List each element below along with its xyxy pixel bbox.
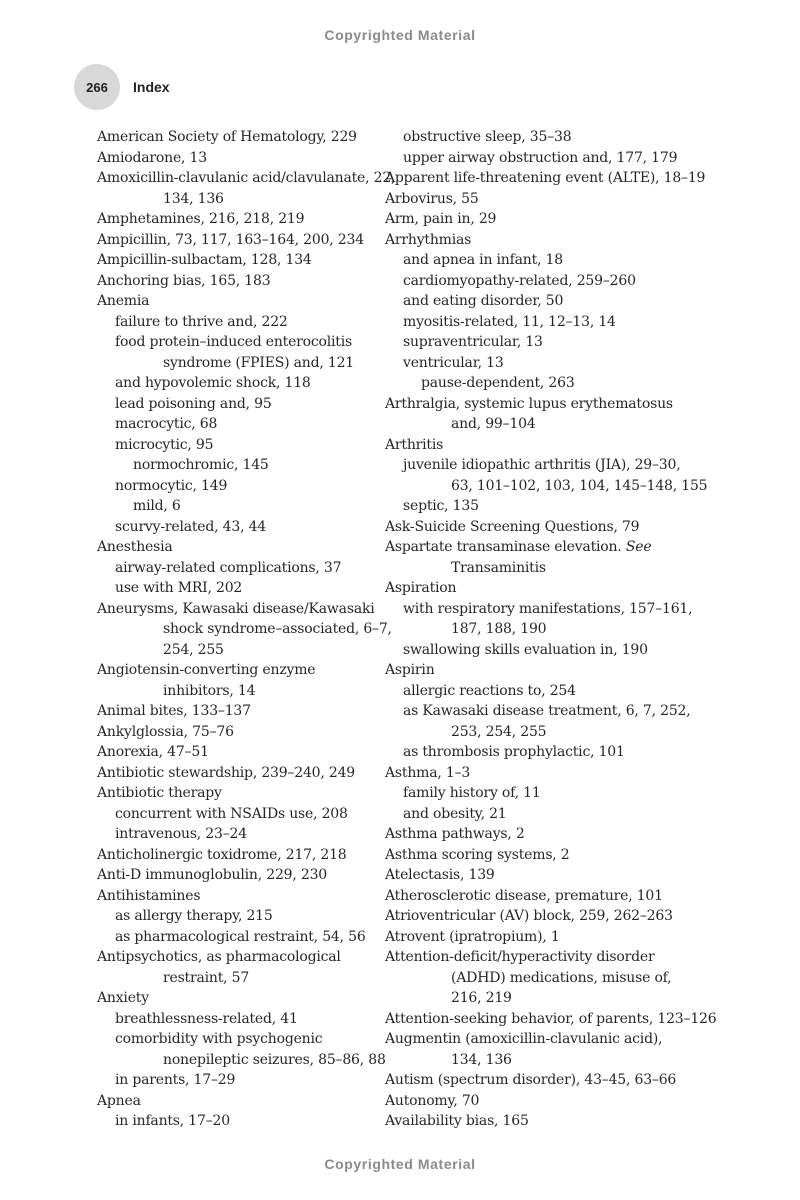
index-line: Ankylglossia, 75–76: [97, 723, 234, 740]
index-line: Aneurysms, Kawasaki disease/Kawasaki: [97, 600, 375, 617]
index-line: Aspiration: [385, 580, 457, 596]
index-line: Anchoring bias, 165, 183: [97, 272, 271, 289]
index-line: and eating disorder, 50: [403, 293, 564, 309]
index-line: as Kawasaki disease treatment, 6, 7, 252,: [403, 703, 691, 719]
index-line: inhibitors, 14: [163, 682, 256, 699]
copyright-banner-bottom: Copyrighted Material: [324, 1156, 476, 1172]
index-line: as pharmacological restraint, 54, 56: [115, 928, 366, 945]
index-line: Aspartate transaminase elevation. See: [385, 539, 652, 555]
index-line: Ask-Suicide Screening Questions, 79: [385, 518, 640, 535]
index-line: Ampicillin, 73, 117, 163–164, 200, 234: [97, 231, 364, 248]
index-line: Arrhythmias: [385, 231, 472, 248]
index-line: Attention-deficit/hyperactivity disorder: [385, 949, 655, 965]
index-line: 253, 254, 255: [451, 723, 547, 740]
index-line: (ADHD) medications, misuse of,: [451, 969, 672, 986]
index-line: Angiotensin-converting enzyme: [97, 662, 316, 678]
index-line: 134, 136: [451, 1051, 512, 1068]
index-line: allergic reactions to, 254: [403, 682, 576, 699]
index-line: breathlessness-related, 41: [115, 1010, 298, 1027]
index-line: Anxiety: [97, 990, 149, 1006]
index-line: lead poisoning and, 95: [115, 395, 272, 412]
index-line: Atrovent (ipratropium), 1: [385, 928, 560, 945]
index-line: Anti-D immunoglobulin, 229, 230: [97, 867, 327, 883]
index-line: cardiomyopathy-related, 259–260: [403, 272, 636, 289]
index-line: normochromic, 145: [133, 457, 269, 473]
index-line: supraventricular, 13: [403, 334, 543, 350]
index-line: restraint, 57: [163, 969, 250, 986]
index-line: Arbovirus, 55: [385, 190, 479, 207]
index-line: and hypovolemic shock, 118: [115, 375, 311, 391]
index-line: in parents, 17–29: [115, 1072, 236, 1088]
index-line: myositis-related, 11, 12–13, 14: [403, 313, 616, 330]
index-line: Amphetamines, 216, 218, 219: [97, 211, 305, 227]
index-line: Amiodarone, 13: [97, 149, 207, 166]
index-line: Antipsychotics, as pharmacological: [97, 949, 341, 965]
index-line: Apparent life-threatening event (ALTE), 18–19: [385, 170, 706, 186]
cross-reference-see: See: [625, 539, 652, 555]
index-line: in infants, 17–20: [115, 1113, 230, 1129]
index-line: Anorexia, 47–51: [97, 744, 209, 760]
index-line: food protein–induced enterocolitis: [115, 334, 352, 350]
index-line: Amoxicillin-clavulanic acid/clavulanate, 22,: [97, 170, 396, 186]
index-line: obstructive sleep, 35–38: [403, 129, 572, 145]
index-line: Asthma scoring systems, 2: [385, 846, 570, 863]
index-line: Antihistamines: [97, 887, 201, 904]
index-line: swallowing skills evaluation in, 190: [403, 641, 648, 658]
index-line: mild, 6: [133, 498, 181, 514]
index-line: Apnea: [97, 1092, 141, 1109]
index-line: Arthralgia, systemic lupus erythematosus: [385, 395, 673, 412]
index-line: Autonomy, 70: [385, 1092, 480, 1109]
index-line: Anticholinergic toxidrome, 217, 218: [97, 846, 347, 863]
index-line: airway-related complications, 37: [115, 559, 342, 576]
index-line: Antibiotic therapy: [97, 785, 222, 801]
index-line: Transaminitis: [451, 559, 546, 576]
index-line: as thrombosis prophylactic, 101: [403, 744, 625, 760]
index-line: Anemia: [97, 293, 150, 309]
page-number: 266: [86, 79, 108, 95]
index-line: 216, 219: [451, 990, 512, 1006]
index-line: juvenile idiopathic arthritis (JIA), 29–30,: [403, 457, 681, 473]
index-line: septic, 135: [403, 498, 479, 514]
index-line: Availability bias, 165: [385, 1113, 529, 1129]
index-line: Asthma pathways, 2: [385, 826, 525, 842]
index-line: 254, 255: [163, 641, 224, 658]
index-line: failure to thrive and, 222: [115, 313, 288, 330]
index-line: upper airway obstruction and, 177, 179: [403, 149, 678, 166]
index-line: Arthritis: [385, 436, 444, 453]
index-line: normocytic, 149: [115, 477, 228, 494]
index-line: 63, 101–102, 103, 104, 145–148, 155: [451, 477, 708, 494]
index-line: Atrioventricular (AV) block, 259, 262–263: [385, 908, 673, 924]
section-title: Index: [133, 79, 170, 95]
index-line: pause-dependent, 263: [421, 375, 575, 391]
index-line: Asthma, 1–3: [385, 764, 471, 781]
index-line: Antibiotic stewardship, 239–240, 249: [97, 764, 355, 781]
index-line: Augmentin (amoxicillin-clavulanic acid),: [385, 1031, 663, 1047]
index-line: syndrome (FPIES) and, 121: [163, 354, 355, 371]
index-line: and apnea in infant, 18: [403, 252, 563, 268]
index-line: Anesthesia: [97, 539, 173, 555]
index-line: Autism (spectrum disorder), 43–45, 63–66: [385, 1072, 677, 1088]
index-line: intravenous, 23–24: [115, 826, 247, 842]
index-line: comorbidity with psychogenic: [115, 1031, 323, 1047]
index-column-left: [97, 127, 396, 1132]
index-line: microcytic, 95: [115, 436, 214, 453]
index-line: Attention-seeking behavior, of parents, 123–126: [385, 1010, 717, 1027]
index-column-right: [385, 127, 717, 1132]
index-line: concurrent with NSAIDs use, 208: [115, 805, 348, 822]
index-line: scurvy-related, 43, 44: [115, 518, 266, 535]
index-line: Animal bites, 133–137: [97, 703, 251, 719]
index-line: 187, 188, 190: [451, 621, 547, 637]
index-line: Atherosclerotic disease, premature, 101: [385, 887, 663, 904]
index-line: nonepileptic seizures, 85–86, 88: [163, 1051, 386, 1068]
index-line: and obesity, 21: [403, 805, 507, 822]
index-line: Arm, pain in, 29: [385, 211, 497, 227]
index-line: Aspirin: [385, 662, 435, 678]
index-line: use with MRI, 202: [115, 580, 243, 596]
index-line: with respiratory manifestations, 157–161,: [403, 600, 693, 617]
index-line: and, 99–104: [451, 416, 536, 432]
page-number-badge: [74, 64, 120, 110]
index-line: American Society of Hematology, 229: [97, 129, 357, 145]
index-line: family history of, 11: [403, 785, 541, 801]
index-line: ventricular, 13: [403, 354, 504, 371]
index-line: 134, 136: [163, 190, 224, 207]
index-line: as allergy therapy, 215: [115, 908, 273, 924]
index-line: macrocytic, 68: [115, 416, 218, 432]
index-line: Atelectasis, 139: [385, 867, 495, 883]
index-line: Ampicillin-sulbactam, 128, 134: [97, 252, 312, 268]
copyright-banner-top: Copyrighted Material: [324, 27, 476, 43]
index-line: shock syndrome–associated, 6–7,: [163, 621, 392, 637]
